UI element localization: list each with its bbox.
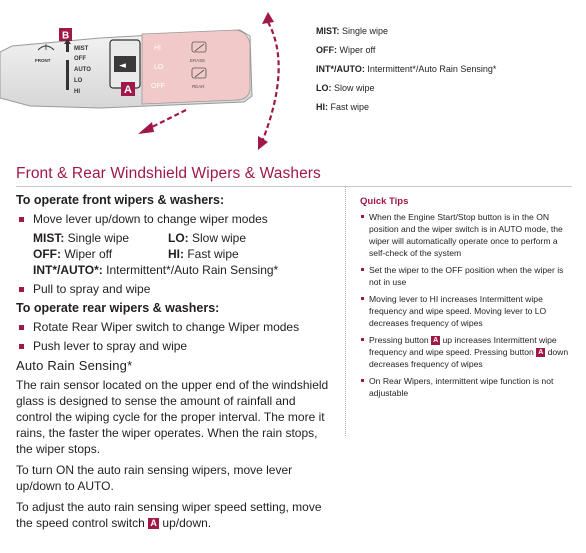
tip-item: On Rear Wipers, intermittent wipe function is not adjustable — [360, 375, 574, 399]
rotate-arrow-icon — [262, 22, 279, 142]
tip-item: When the Engine Start/Stop button is in the ON position and the wiper switch is in AUTO mode, the wiper will automatically operate once to perform a self-check of the system — [360, 211, 574, 259]
mode-off: OFF: Wiper off — [33, 247, 113, 261]
lever-mode-off: OFF — [74, 56, 86, 62]
list-item: Pull to spray and wipe — [16, 281, 334, 297]
lever-mode-hi: HI — [74, 89, 80, 95]
switch-arrow-icon: ◄ — [119, 61, 126, 71]
mode-grid — [33, 230, 334, 278]
list-item: Rotate Rear Wiper switch to change Wiper modes — [16, 319, 334, 335]
auto-paragraph-1: The rain sensor located on the upper end of the windshield glass is designed to sense the amount of rainfall and control the wiping cycle for the proper interval. The more it rains, the faster the wiper operates. When the rain stops, the wiper stops. — [16, 378, 329, 456]
auto-rain-sensing-heading: Auto Rain Sensing* — [16, 358, 133, 373]
lever-mode-mist: MIST — [74, 46, 89, 52]
lever-mode-lo: LO — [74, 78, 83, 84]
button-a-badge: A — [433, 337, 439, 344]
push-arrow-icon — [150, 110, 186, 128]
mode-int-auto: INT*/AUTO*: Intermittent*/Auto Rain Sensing* — [33, 263, 279, 277]
quick-tips-title: Quick Tips — [360, 196, 409, 207]
svg-text:ERASE: ERASE — [190, 58, 206, 63]
legend-row: OFF: Wiper off — [316, 45, 376, 55]
legend-row: MIST: Single wipe — [316, 26, 389, 36]
section-divider — [16, 186, 572, 187]
tip-item: Moving lever to HI increases Intermittent wipe frequency and wipe speed. Moving lever to LO decreases frequency of wipes — [360, 293, 574, 329]
wiper-lever-diagram — [0, 0, 300, 160]
mode-mist: MIST: Single wipe — [33, 231, 130, 245]
svg-text:A: A — [124, 84, 132, 96]
auto-paragraph-2: To turn ON the auto rain sensing wipers, move lever up/down to AUTO. — [16, 463, 293, 493]
main-column — [16, 190, 334, 536]
list-item: Move lever up/down to change wiper modes — [16, 211, 334, 227]
legend-row: INT*/AUTO: Intermittent*/Auto Rain Sensing* — [316, 64, 497, 74]
svg-text:B: B — [62, 30, 70, 42]
ring-label-lo: LO — [154, 64, 164, 71]
ring-label-hi: HI — [154, 45, 161, 52]
svg-text:REAR: REAR — [192, 84, 205, 89]
mode-lo: LO: Slow wipe — [168, 231, 247, 245]
legend-row: HI: Fast wipe — [316, 102, 370, 112]
ring-label-off: OFF — [151, 83, 165, 90]
lever-mode-auto: AUTO — [74, 67, 91, 73]
front-label: FRONT — [35, 58, 51, 63]
list-item: Push lever to spray and wipe — [16, 338, 334, 354]
button-a-badge: A — [538, 349, 544, 356]
button-a-badge: A — [148, 518, 159, 529]
column-divider — [345, 186, 347, 436]
legend-row: LO: Slow wipe — [316, 83, 375, 93]
rear-wipers-heading: To operate rear wipers & washers: — [16, 301, 220, 315]
auto-paragraph-3: To adjust the auto rain sensing wiper speed setting, move the speed control switch A up/down. — [16, 500, 322, 530]
quick-tips — [360, 196, 574, 404]
front-wipers-heading: To operate front wipers & washers: — [16, 193, 225, 207]
tip-item: Pressing button A up increases Intermittent wipe frequency and wipe speed. Pressing button A down decreases frequency of wipes — [360, 334, 574, 370]
tip-item: Set the wiper to the OFF position when the wiper is not in use — [360, 264, 574, 288]
mode-hi: HI: Fast wipe — [168, 247, 239, 261]
mode-legend — [316, 22, 496, 117]
section-title: Front & Rear Windshield Wipers & Washers — [16, 165, 321, 182]
